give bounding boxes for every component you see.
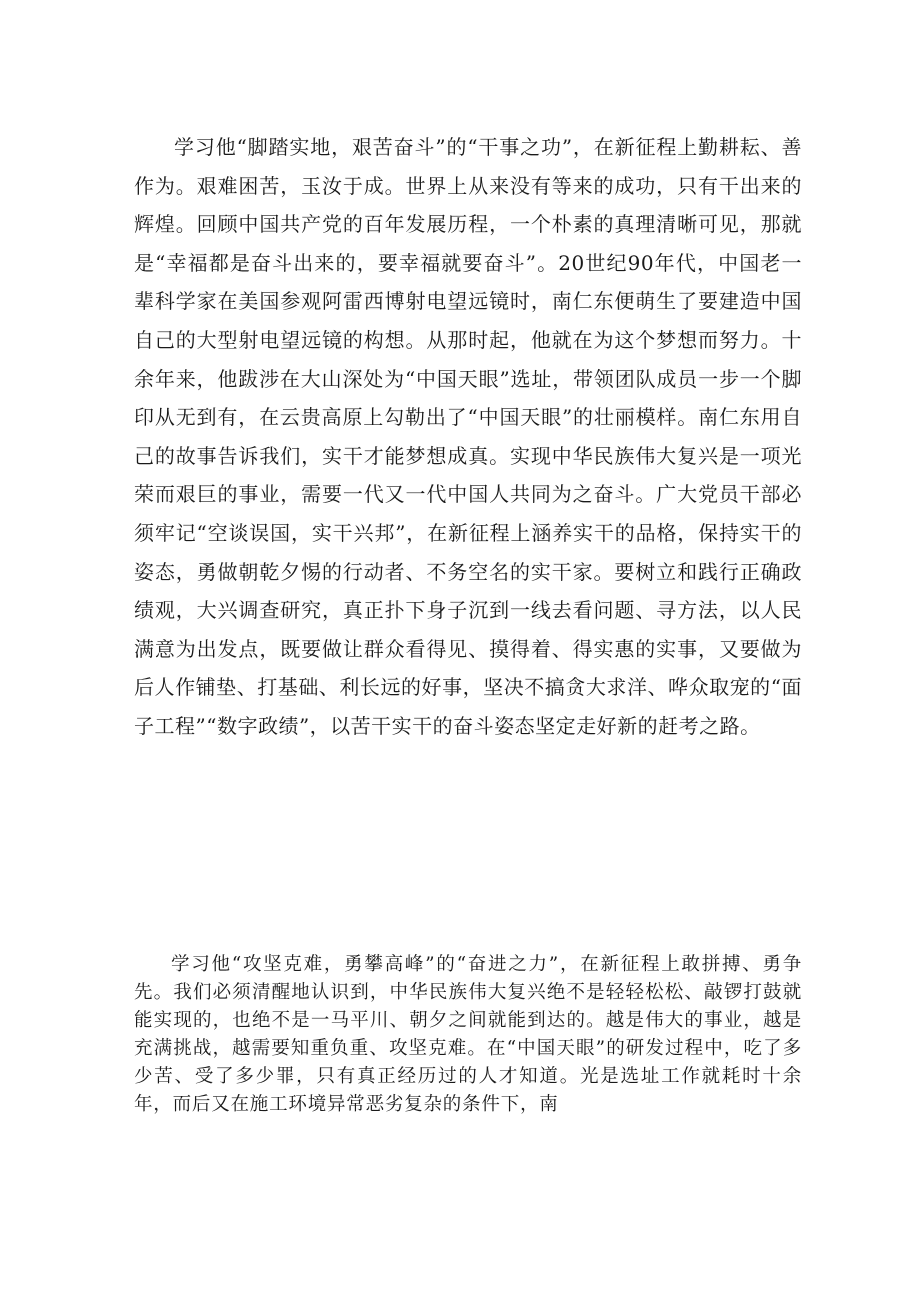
paragraph-practical-work: 学习他“脚踏实地，艰苦奋斗”的“干事之功”，在新征程上勤耕耘、善作为。艰难困苦，玉汝于成。世界上从来没有等来的成功，只有干出来的辉煌。回顾中国共产党的百年发展历程，一个朴素的真理清晰可见，那就是“幸福都是奋斗出来的，要幸福就要奋斗”。20世纪90年代，中国老一辈科学家在美国参观阿雷西博射电望远镜时，南仁东便萌生了要建造中国自己的大型射电望远镜的构想。从那时起，他就在为这个梦想而努力。十余年来，他跋涉在大山深处为“中国天眼”选址，带领团队成员一步一个脚印从无到有，在云贵高原上勾勒出了“中国天眼”的壮丽模样。南仁东用自己的故事告诉我们，实干才能梦想成真。实现中华民族伟大复兴是一项光荣而艰巨的事业，需要一代又一代中国人共同为之奋斗。广大党员干部必须牢记“空谈误国，实干兴邦”，在新征程上涵养实干的品格，保持实干的姿态，勇做朝乾夕惕的行动者、不务空名的实干家。要树立和践行正确政绩观，大兴调查研究，真正扑下身子沉到一线去看问题、寻方法，以人民满意为出发点，既要做让群众看得见、摸得着、得实惠的实事，又要做为后人作铺垫、打基础、利长远的好事，坚决不搞贪大求洋、哗众取宠的“面子工程”“数字政绩”，以苦干实干的奋斗姿态坚定走好新的赶考之路。: [134, 135, 802, 738]
paragraph-overcoming-difficulties: 学习他“攻坚克难，勇攀高峰”的“奋进之力”，在新征程上敢拼搏、勇争先。我们必须清醒地认识到，中华民族伟大复兴绝不是轻轻松松、敲锣打鼓就能实现的，也绝不是一马平川、朝夕之间就能到达的。越是伟大的事业，越是充满挑战，越需要知重负重、攻坚克难。在“中国天眼”的研发过程中，吃了多少苦、受了多少罪，只有真正经历过的人才知道。光是选址工作就耗时十余年，而后又在施工环境异常恶劣复杂的条件下，南: [134, 954, 802, 1115]
